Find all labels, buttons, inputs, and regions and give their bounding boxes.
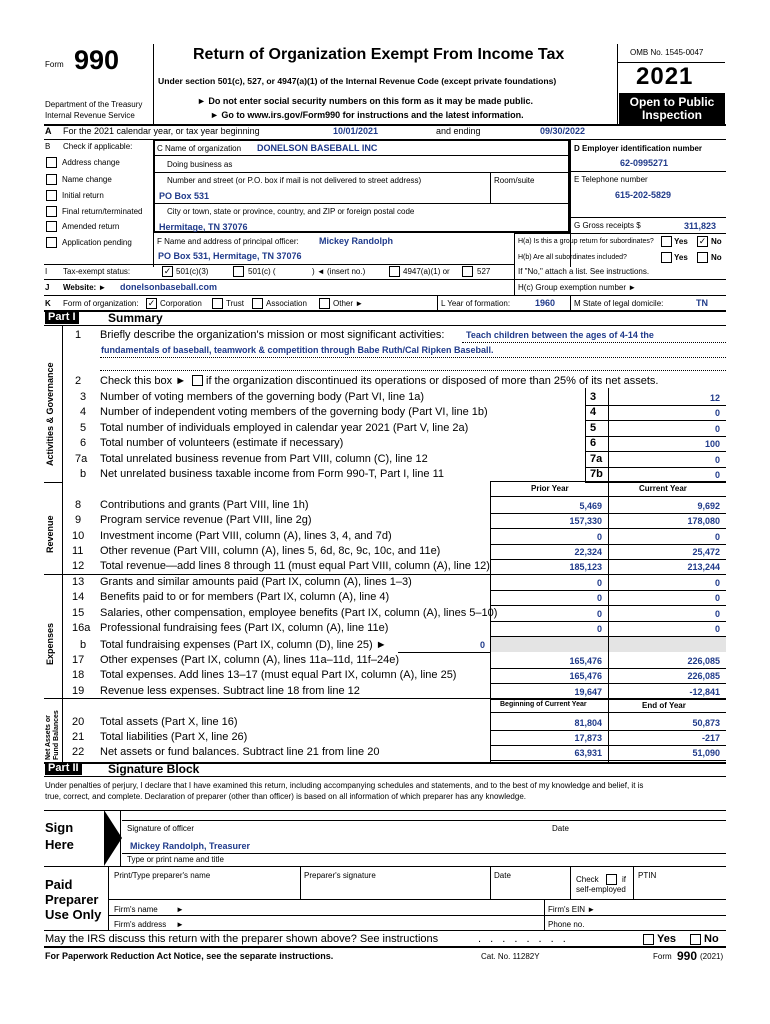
group-return-yes-label: Yes xyxy=(674,237,688,246)
group-exemption-label: H(c) Group exemption number ► xyxy=(518,283,637,292)
paperwork-notice: For Paperwork Reduction Act Notice, see the separate instructions. xyxy=(45,951,334,961)
line-j-letter: J xyxy=(45,283,50,292)
line-num: 22 xyxy=(72,746,85,758)
state-domicile-value[interactable]: TN xyxy=(696,298,708,308)
line-value[interactable]: 0 xyxy=(714,455,720,465)
line-16b-text: Total fundraising expenses (Part IX, column (D), line 25) ► xyxy=(100,639,387,651)
line-text: Grants and similar amounts paid (Part IX, column (A), lines 1–3) xyxy=(100,576,412,588)
line-box-label: 5 xyxy=(590,422,597,434)
current-value[interactable]: 0 xyxy=(714,593,720,603)
row-rule xyxy=(585,467,726,468)
association-checkbox[interactable] xyxy=(252,298,263,309)
line-a-letter: A xyxy=(45,126,52,136)
dept-treasury: Department of the Treasury xyxy=(45,100,143,109)
irs-label: Internal Revenue Service xyxy=(45,111,135,120)
association-label: Association xyxy=(266,299,307,308)
footer-year: (2021) xyxy=(700,952,724,961)
perjury-line-1: Under penalties of perjury, I declare that I have examined this return, including accompanying schedules and statements, and to the best of my knowledge and belief, it is xyxy=(45,781,644,790)
current-value[interactable]: 0 xyxy=(714,578,720,588)
street-label: Number and street (or P.O. box if mail is not delivered to street address) xyxy=(167,176,422,185)
open-to-public: Open to Public xyxy=(629,95,715,109)
group-return-no-label: No xyxy=(711,237,722,246)
prior-year-header: Prior Year xyxy=(531,484,569,493)
subordinates-no-checkbox[interactable] xyxy=(697,252,708,263)
527-checkbox[interactable] xyxy=(462,266,473,277)
current-value[interactable]: -12,841 xyxy=(689,687,720,697)
line-16b-num: b xyxy=(80,639,87,651)
discuss-yes-label: Yes xyxy=(657,933,676,945)
line-box-label: 6 xyxy=(590,437,597,449)
tax-year-end[interactable]: 09/30/2022 xyxy=(540,126,586,136)
line-2-num: 2 xyxy=(75,375,82,387)
officer-name-title[interactable]: Mickey Randolph, Treasurer xyxy=(130,841,251,851)
here-label: Here xyxy=(45,837,74,852)
officer-address[interactable]: PO Box 531, Hermitage, TN 37076 xyxy=(158,251,302,261)
prior-value[interactable]: 0 xyxy=(596,578,602,588)
prior-value[interactable]: 5,469 xyxy=(579,501,602,511)
line-1-num: 1 xyxy=(75,329,82,341)
line-num: 17 xyxy=(72,654,85,666)
side-net-assets: Net Assets or xyxy=(45,715,52,760)
inspection-label: Inspection xyxy=(641,108,702,122)
527-label: 527 xyxy=(477,267,491,276)
firm-phone-label: Phone no. xyxy=(548,920,585,929)
catalog-number: Cat. No. 11282Y xyxy=(481,952,540,961)
line-text: Contributions and grants (Part VIII, line 1h) xyxy=(100,499,309,511)
part-2-badge: Part II xyxy=(45,762,82,775)
discuss-question: May the IRS discuss this return with the preparer shown above? See instructions xyxy=(45,933,439,945)
line-2-text-a: Check this box ► xyxy=(100,375,187,387)
officer-name[interactable]: Mickey Randolph xyxy=(319,236,394,246)
line-text: Total liabilities (Part X, line 26) xyxy=(100,731,248,743)
tax-year-begin[interactable]: 10/01/2021 xyxy=(333,126,379,136)
prior-value[interactable]: 0 xyxy=(596,609,602,619)
line-k-letter: K xyxy=(45,299,51,308)
subordinates-yes-label: Yes xyxy=(674,253,688,262)
line-num: 21 xyxy=(72,731,85,743)
ptin-label: PTIN xyxy=(638,871,657,880)
prior-value[interactable]: 0 xyxy=(596,593,602,603)
line-box-label: 4 xyxy=(590,406,597,418)
line-value[interactable]: 0 xyxy=(714,470,720,480)
prior-value[interactable]: 0 xyxy=(596,532,602,542)
firm-name-arrow: ► xyxy=(176,905,184,914)
corporation-label: Corporation xyxy=(160,299,202,308)
state-domicile-label: M State of legal domicile: xyxy=(574,299,664,308)
line-text: Total number of individuals employed in calendar year 2021 (Part V, line 2a) xyxy=(100,422,469,434)
firm-ein-label: Firm's EIN ► xyxy=(548,905,596,914)
prior-value[interactable]: 185,123 xyxy=(569,562,602,572)
line-value[interactable]: 12 xyxy=(709,393,720,403)
footer-form-number: 990 xyxy=(677,949,698,963)
line-text: Program service revenue (Part VIII, line 2g) xyxy=(100,514,312,526)
line-num: 18 xyxy=(72,669,85,681)
current-value[interactable]: 226,085 xyxy=(687,671,720,681)
firm-address-label: Firm's address xyxy=(114,920,167,929)
tax-year: 2021 xyxy=(636,63,694,90)
line-num: 10 xyxy=(72,530,85,542)
line-num: 19 xyxy=(72,685,85,697)
omb-number: OMB No. 1545-0047 xyxy=(630,48,704,57)
discuss-yes-checkbox[interactable] xyxy=(643,934,654,945)
group-return-yes-checkbox[interactable] xyxy=(661,236,672,247)
city-value[interactable]: Hermitage, TN 37076 xyxy=(159,222,248,232)
subordinates-label: H(b) Are all subordinates included? xyxy=(518,254,627,261)
part-2-title: Signature Block xyxy=(108,762,200,776)
group-return-no-checkbox[interactable]: ✓ xyxy=(698,236,707,246)
side-activities-governance: Activities & Governance xyxy=(45,362,55,466)
self-employed-label: self-employed xyxy=(576,885,626,894)
line-text: Net assets or fund balances. Subtract line 21 from line 20 xyxy=(100,746,380,758)
and-ending-label: and ending xyxy=(436,126,481,136)
501c-label: 501(c) ( xyxy=(248,267,276,276)
side-revenue: Revenue xyxy=(45,515,55,553)
prior-value[interactable]: 157,330 xyxy=(569,516,602,526)
line-box-label: 7b xyxy=(590,468,603,480)
ssn-notice: ► Do not enter social security numbers on this form as it may be made public. xyxy=(197,96,533,106)
other-org-checkbox[interactable] xyxy=(319,298,330,309)
line-2-text-b: if the organization discontinued its operations or disposed of more than 25% of its net assets. xyxy=(206,375,659,387)
current-value[interactable]: 178,080 xyxy=(687,516,720,526)
col-b-label: Check if applicable: xyxy=(63,142,133,151)
room-suite-label: Room/suite xyxy=(494,176,535,185)
row-rule xyxy=(585,436,726,437)
line-value[interactable]: 100 xyxy=(704,439,720,449)
preparer-signature-label: Preparer's signature xyxy=(304,871,376,880)
current-value[interactable]: 9,692 xyxy=(697,501,720,511)
year-formation-value[interactable]: 1960 xyxy=(535,298,556,308)
line-num: 16a xyxy=(72,622,91,634)
line-num: 13 xyxy=(72,576,85,588)
line-text: Net unrelated business taxable income from Form 990-T, Part I, line 11 xyxy=(100,468,445,480)
type-name-label: Type or print name and title xyxy=(127,855,224,864)
phone-value[interactable]: 615-202-5829 xyxy=(615,190,672,200)
initial-return-label: Initial return xyxy=(62,191,104,200)
side-expenses: Expenses xyxy=(45,622,55,665)
dba-label: Doing business as xyxy=(167,160,233,169)
org-name[interactable]: DONELSON BASEBALL INC xyxy=(257,143,378,153)
end-year-header: End of Year xyxy=(642,701,686,710)
prior-value[interactable]: 165,476 xyxy=(569,671,602,681)
row-rule xyxy=(585,420,726,421)
current-value[interactable]: 51,090 xyxy=(692,748,720,758)
website-value[interactable]: donelsonbaseball.com xyxy=(120,282,218,292)
amended-return-checkbox[interactable] xyxy=(46,221,57,232)
line-1-text: Briefly describe the organization's mission or most significant activities: xyxy=(100,329,445,341)
trust-label: Trust xyxy=(226,299,244,308)
address-change-checkbox[interactable] xyxy=(46,157,57,168)
check-if-label: Check xyxy=(576,875,599,884)
preparer-name-label: Print/Type preparer's name xyxy=(114,871,211,880)
amended-return-label: Amended return xyxy=(62,222,120,231)
application-pending-label: Application pending xyxy=(62,238,132,247)
line-num: 4 xyxy=(80,406,87,418)
line-text: Revenue less expenses. Subtract line 18 from line 12 xyxy=(100,685,360,697)
line-i-letter: I xyxy=(45,267,48,276)
if-label: if xyxy=(622,875,626,884)
gross-receipts-value[interactable]: 311,823 xyxy=(684,221,717,231)
discontinued-checkbox[interactable] xyxy=(192,375,203,386)
current-year-header: Current Year xyxy=(639,484,687,493)
form-of-org-label: Form of organization: xyxy=(63,299,139,308)
org-name-label: C Name of organization xyxy=(157,144,242,153)
open-inspection-box xyxy=(619,93,725,124)
org-name-box xyxy=(153,139,570,233)
prior-value[interactable]: 63,931 xyxy=(574,748,602,758)
application-pending-checkbox[interactable] xyxy=(46,237,57,248)
name-change-label: Name change xyxy=(62,175,112,184)
line-num: 9 xyxy=(75,514,82,526)
name-change-checkbox[interactable] xyxy=(46,174,57,185)
discuss-no-label: No xyxy=(704,933,719,945)
side-fund-balances: Fund Balances xyxy=(53,710,60,760)
row-rule xyxy=(585,451,726,452)
final-return-checkbox[interactable] xyxy=(46,206,57,217)
current-value[interactable]: 25,472 xyxy=(692,547,720,557)
form-number: 990 xyxy=(74,45,120,75)
line-num: 3 xyxy=(80,391,87,403)
part-1-badge: Part I xyxy=(45,311,79,324)
row-rule xyxy=(585,482,726,483)
insert-no-label: ) ◄ (insert no.) xyxy=(312,267,366,276)
corporation-checkbox[interactable]: ✓ xyxy=(147,298,156,308)
initial-return-checkbox[interactable] xyxy=(46,190,57,201)
prior-value[interactable]: 17,873 xyxy=(574,733,602,743)
line-text: Total assets (Part X, line 16) xyxy=(100,716,238,728)
final-return-label: Final return/terminated xyxy=(62,207,143,216)
501c3-label: 501(c)(3) xyxy=(176,267,209,276)
ein-value[interactable]: 62-0995271 xyxy=(620,158,669,168)
beginning-year-header: Beginning of Current Year xyxy=(500,701,587,708)
city-label: City or town, state or province, country, and ZIP or foreign postal code xyxy=(167,207,415,216)
other-org-label: Other ► xyxy=(333,299,364,308)
line-text: Other revenue (Part VIII, column (A), lines 5, 6d, 8c, 9c, 10c, and 11e) xyxy=(100,545,441,557)
trust-checkbox[interactable] xyxy=(212,298,223,309)
line-num: 12 xyxy=(72,560,85,572)
4947-checkbox[interactable] xyxy=(389,266,400,277)
discuss-no-checkbox[interactable] xyxy=(690,934,701,945)
phone-label: E Telephone number xyxy=(574,175,648,184)
form-title: Return of Organization Exempt From Income Tax xyxy=(193,46,565,63)
line-16b-value[interactable]: 0 xyxy=(480,640,486,650)
gross-receipts-label: G Gross receipts $ xyxy=(574,221,641,230)
use-only-label: Use Only xyxy=(45,907,102,922)
current-value[interactable]: 213,244 xyxy=(687,562,720,572)
line-num: 11 xyxy=(72,545,84,557)
group-return-label: H(a) Is this a group return for subordinates? xyxy=(518,238,654,245)
line-num: 15 xyxy=(72,607,85,619)
line-box-label: 7a xyxy=(590,453,603,465)
val-col-rule xyxy=(608,388,609,481)
mission-line-2[interactable]: fundamentals of baseball, teamwork & competition through Babe Ruth/Cal Ripken Baseball. xyxy=(101,345,494,355)
firm-address-arrow: ► xyxy=(176,920,184,929)
form-label: Form xyxy=(45,60,64,69)
subordinates-no-label: No xyxy=(711,253,722,262)
current-value[interactable]: 226,085 xyxy=(687,656,720,666)
current-value[interactable]: 0 xyxy=(714,609,720,619)
col-b-letter: B xyxy=(45,142,51,151)
line-num: 6 xyxy=(80,437,87,449)
line-text: Number of voting members of the governing body (Part VI, line 1a) xyxy=(100,391,425,403)
tax-exempt-label: Tax-exempt status: xyxy=(63,267,131,276)
preparer-date-label: Date xyxy=(494,871,511,880)
line-text: Total number of volunteers (estimate if necessary) xyxy=(100,437,344,449)
line-num: 8 xyxy=(75,499,82,511)
current-value[interactable]: 50,873 xyxy=(692,718,720,728)
prior-value[interactable]: 81,804 xyxy=(574,718,602,728)
subordinates-yes-checkbox[interactable] xyxy=(661,252,672,263)
officer-label: F Name and address of principal officer: xyxy=(157,237,299,246)
prior-value[interactable]: 165,476 xyxy=(569,656,602,666)
4947-label: 4947(a)(1) or xyxy=(403,267,450,276)
box-col-rule xyxy=(585,388,586,481)
line-text: Total revenue—add lines 8 through 11 (must equal Part VIII, column (A), line 12) xyxy=(100,560,490,572)
line-num: 5 xyxy=(80,422,87,434)
line-text: Other expenses (Part IX, column (A), lines 11a–11d, 11f–24e) xyxy=(100,654,399,666)
part-1-title: Summary xyxy=(108,311,163,325)
sign-label: Sign xyxy=(45,820,74,835)
prior-value[interactable]: 19,647 xyxy=(574,687,602,697)
address-change-label: Address change xyxy=(62,158,120,167)
paid-label: Paid xyxy=(45,877,73,892)
subordinates-note: If "No," attach a list. See instructions. xyxy=(518,267,650,276)
perjury-line-2: true, correct, and complete. Declaration of preparer (other than officer) is based on all information of which preparer has any knowledge. xyxy=(45,792,526,801)
prior-value[interactable]: 22,324 xyxy=(574,547,602,557)
current-value[interactable]: 0 xyxy=(714,532,720,542)
501c-checkbox[interactable] xyxy=(233,266,244,277)
line-text: Number of independent voting members of the governing body (Part VI, line 1b) xyxy=(100,406,488,418)
signature-date-label: Date xyxy=(552,824,569,833)
line-text: Total unrelated business revenue from Part VIII, column (C), line 12 xyxy=(100,453,428,465)
current-value[interactable]: 0 xyxy=(714,624,720,634)
firm-name-label: Firm's name xyxy=(114,905,158,914)
street-value[interactable]: PO Box 531 xyxy=(159,191,210,201)
line-text: Salaries, other compensation, employee benefits (Part IX, column (A), lines 5–10) xyxy=(100,607,498,619)
line-text: Investment income (Part VIII, column (A), lines 3, 4, and 7d) xyxy=(100,530,392,542)
year-formation-label: L Year of formation: xyxy=(441,299,511,308)
website-label: Website: ► xyxy=(63,283,107,292)
line-text: Professional fundraising fees (Part IX, column (A), line 11e) xyxy=(100,622,389,634)
line-num: 7a xyxy=(75,453,88,465)
prior-value[interactable]: 0 xyxy=(596,624,602,634)
preparer-label: Preparer xyxy=(45,892,99,907)
form-subtitle: Under section 501(c), 527, or 4947(a)(1) of the Internal Revenue Code (except private foundations) xyxy=(158,76,557,86)
line-a-text: For the 2021 calendar year, or tax year beginning xyxy=(63,126,260,136)
current-value[interactable]: -217 xyxy=(701,733,720,743)
ein-label: D Employer identification number xyxy=(574,144,703,153)
instructions-notice: ► Go to www.irs.gov/Form990 for instructions and the latest information. xyxy=(210,110,524,120)
line-text: Benefits paid to or for members (Part IX, column (A), line 4) xyxy=(100,591,390,603)
501c3-checkbox[interactable]: ✓ xyxy=(163,266,172,276)
self-employed-checkbox[interactable] xyxy=(606,874,617,885)
line-text: Total expenses. Add lines 13–17 (must equal Part IX, column (A), line 25) xyxy=(100,669,457,681)
footer-form-label: Form xyxy=(653,952,672,961)
row-rule xyxy=(585,405,726,406)
line-num: 20 xyxy=(72,716,85,728)
line-num: b xyxy=(80,468,87,480)
line-value[interactable]: 0 xyxy=(714,424,720,434)
signature-label: Signature of officer xyxy=(127,824,195,833)
line-value[interactable]: 0 xyxy=(714,408,720,418)
line-box-label: 3 xyxy=(590,391,597,403)
line-num: 14 xyxy=(72,591,85,603)
mission-line-1[interactable]: Teach children between the ages of 4-14 the xyxy=(466,330,654,340)
